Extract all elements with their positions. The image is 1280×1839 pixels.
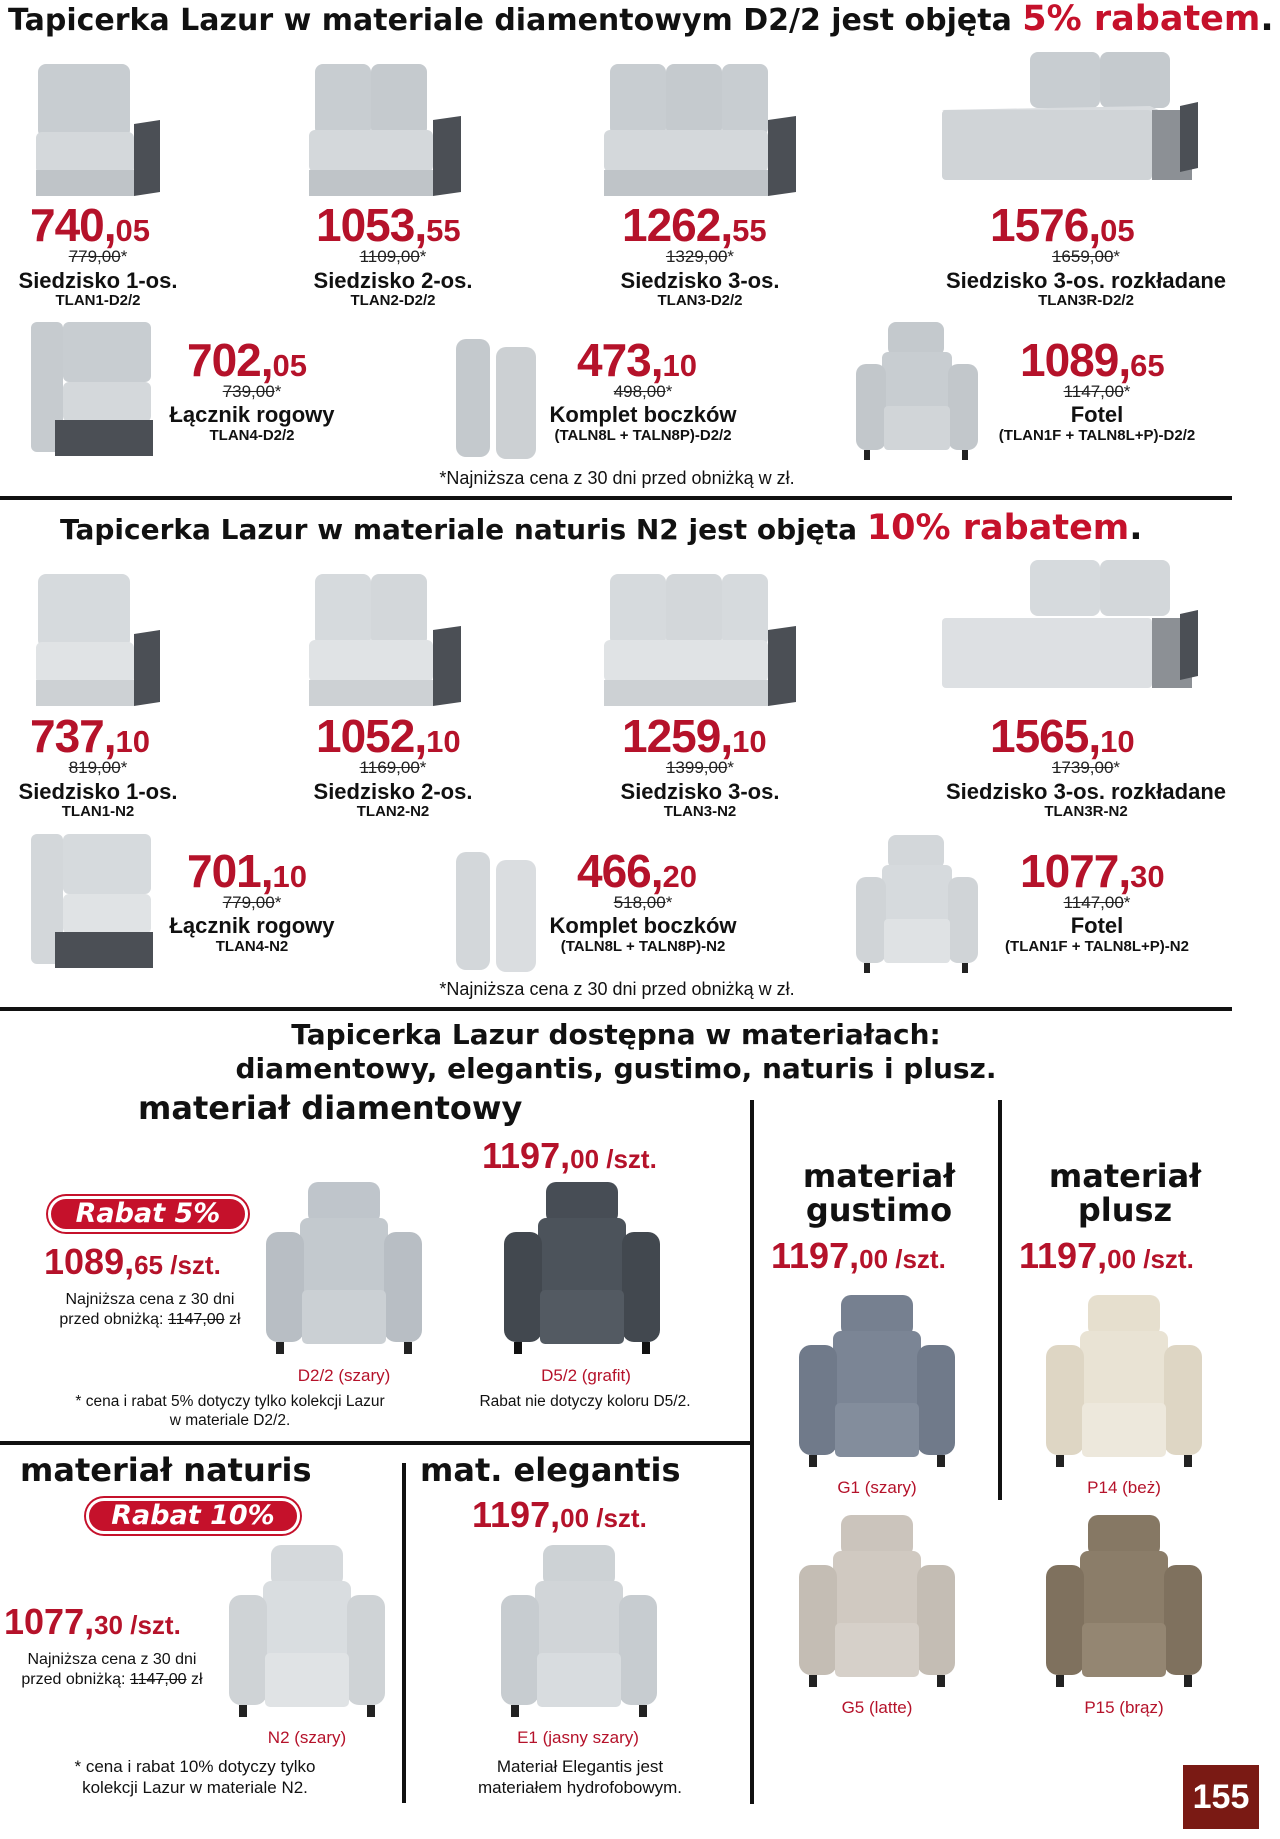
- section1-title-text: Tapicerka Lazur w materiale diamentowym D2/2 jest objęta: [8, 3, 1012, 38]
- lowest-price-diamentowy: [50, 1290, 250, 1330]
- seat-2-n2-image: [305, 572, 465, 708]
- section2-title-discount: 10% rabatem: [866, 508, 1130, 548]
- code-armchair: (TLAN1F + TALN8L+P)-D2/2: [998, 427, 1196, 444]
- price-armrests-set: 473,10: [577, 334, 698, 386]
- divider-vertical-3: [402, 1463, 406, 1803]
- old-price-seat-1: 779,00*: [68, 247, 128, 266]
- price-corner-connector-n2: 701,10: [187, 845, 308, 897]
- name-seat-3: Siedzisko 3-os.: [620, 268, 780, 293]
- divider-vertical-2: [998, 1100, 1002, 1500]
- label-gustimo: [760, 1157, 998, 1229]
- armchair-e1-light-grey-image: [497, 1545, 662, 1721]
- note-elegantis-line2: materiałem hydrofobowym.: [477, 1778, 683, 1798]
- note-elegantis-line1: Materiał Elegantis jest: [496, 1757, 664, 1776]
- price-gustimo: 1197,00 /szt.: [771, 1235, 946, 1276]
- price-seat-2: 1053,55: [316, 199, 461, 251]
- price-seat-1-n2: 737,10: [30, 710, 151, 762]
- note-elegantis: [420, 1756, 740, 1799]
- price-naturis: 1077,30 /szt.: [4, 1601, 181, 1642]
- code-seat-1-n2: TLAN1-N2: [61, 803, 135, 820]
- name-armchair: Fotel: [1070, 402, 1124, 427]
- old-price-seat-3-sofa-bed-n2: 1739,00*: [1051, 758, 1121, 777]
- label-diamentowy: materiał diamentowy: [138, 1089, 523, 1127]
- name-seat-3-sofa-bed: Siedzisko 3-os. rozkładane: [946, 268, 1226, 293]
- seat-3-sofa-bed-n2-image: [940, 558, 1200, 698]
- label-plusz-line1: materiał: [1048, 1157, 1202, 1195]
- label-elegantis: mat. elegantis: [420, 1451, 681, 1489]
- armchair-g5-latte-image: [795, 1515, 960, 1691]
- lowest-price-naturis: [12, 1650, 212, 1690]
- corner-connector-image: [25, 320, 155, 460]
- name-armchair-n2: Fotel: [1070, 913, 1124, 938]
- armrests-set-image: [452, 335, 542, 465]
- seat-1-n2-image: [28, 572, 163, 708]
- price-seat-3-sofa-bed-n2: 1565,10: [990, 710, 1135, 762]
- price-seat-3-sofa-bed: 1576,05: [990, 199, 1135, 251]
- armchair-p15-brown-image: [1042, 1515, 1207, 1691]
- price-corner-connector: 702,05: [187, 334, 308, 386]
- price-diamentowy: 1197,00 /szt.: [482, 1135, 657, 1176]
- label-naturis: materiał naturis: [20, 1451, 312, 1489]
- code-armrests-set: (TALN8L + TALN8P)-D2/2: [554, 427, 732, 444]
- old-price-armrests-set-n2: 518,00*: [613, 893, 673, 912]
- code-seat-1: TLAN1-D2/2: [55, 292, 141, 309]
- price-seat-3: 1262,55: [622, 199, 767, 251]
- section2-title: [60, 508, 1143, 550]
- seat-3-n2-image: [600, 572, 800, 708]
- caption-n2: N2 (szary): [267, 1728, 347, 1747]
- armchair-g1-grey-image: [795, 1295, 960, 1471]
- section1-title: [8, 0, 1274, 40]
- armchair-d22-grey-image: [262, 1182, 427, 1358]
- name-seat-2: Siedzisko 2-os.: [313, 268, 473, 293]
- code-seat-2-n2: TLAN2-N2: [356, 803, 430, 820]
- seat-2-image: [305, 62, 465, 198]
- name-seat-2-n2: Siedzisko 2-os.: [313, 779, 473, 804]
- note-diamentowy-line1: * cena i rabat 5% dotyczy tylko kolekcji Lazur: [75, 1393, 385, 1410]
- old-price-seat-3-n2: 1399,00*: [665, 758, 735, 777]
- lowest-price-diamentowy-line1: Najniższa cena z 30 dni: [65, 1291, 235, 1308]
- name-corner-connector: Łącznik rogowy: [169, 402, 335, 427]
- old-price-seat-1-n2: 819,00*: [68, 758, 128, 777]
- label-plusz-line2: plusz: [1077, 1190, 1173, 1229]
- old-price-armrests-set: 498,00*: [613, 382, 673, 401]
- code-corner-connector: TLAN4-D2/2: [209, 427, 295, 444]
- code-armrests-set-n2: (TALN8L + TALN8P)-N2: [560, 938, 726, 955]
- label-gustimo-line2: gustimo: [805, 1190, 953, 1229]
- old-price-seat-2: 1109,00*: [359, 247, 427, 266]
- page-number: 155: [1183, 1765, 1259, 1829]
- label-plusz: [1006, 1157, 1244, 1229]
- armrests-set-n2-image: [452, 848, 542, 978]
- price-armrests-set-n2: 466,20: [577, 845, 698, 897]
- note-diamentowy-line2: w materiale D2/2.: [169, 1412, 291, 1430]
- section3-title-line2: diamentowy, elegantis, gustimo, naturis i plusz.: [235, 1052, 997, 1085]
- seat-1-image: [28, 62, 163, 198]
- old-price-seat-3: 1329,00*: [665, 247, 735, 266]
- caption-p15: P15 (brąz): [1084, 1698, 1164, 1717]
- note-naturis-line2: kolekcji Lazur w materiale N2.: [82, 1778, 308, 1798]
- seat-3-image: [600, 62, 800, 198]
- section2-footnote: *Najniższa cena z 30 dni przed obniżką w zł.: [439, 979, 795, 999]
- code-seat-3: TLAN3-D2/2: [657, 292, 743, 309]
- code-seat-3-sofa-bed: TLAN3R-D2/2: [1038, 292, 1134, 309]
- caption-d52: D5/2 (grafit): [541, 1366, 631, 1385]
- note-naturis-line1: * cena i rabat 10% dotyczy tylko: [74, 1757, 316, 1776]
- note-diamentowy: [40, 1392, 420, 1431]
- name-seat-1: Siedzisko 1-os.: [18, 268, 178, 293]
- code-corner-connector-n2: TLAN4-N2: [215, 938, 289, 955]
- price-plusz: 1197,00 /szt.: [1019, 1235, 1194, 1276]
- lowest-price-naturis-line2: przed obniżką: 1147,00 zł: [21, 1671, 203, 1688]
- corner-connector-n2-image: [25, 832, 155, 972]
- armchair-n2-grey-image: [225, 1545, 390, 1721]
- old-price-armchair-n2: 1147,00*: [1063, 893, 1131, 912]
- caption-g5: G5 (latte): [841, 1698, 913, 1717]
- code-armchair-n2: (TLAN1F + TALN8L+P)-N2: [1005, 938, 1189, 955]
- caption-p14: P14 (beż): [1087, 1478, 1161, 1497]
- old-price-corner-connector: 739,00*: [222, 382, 282, 401]
- price-seat-1: 740,05: [30, 199, 151, 251]
- section1-divider: [0, 496, 1232, 500]
- armchair-d52-graphite-image: [500, 1182, 665, 1358]
- price-seat-3-n2: 1259,10: [622, 710, 767, 762]
- lowest-price-naturis-line1: Najniższa cena z 30 dni: [27, 1651, 197, 1668]
- armchair-n2-top-image: [852, 835, 982, 975]
- armchair-p14-beige-image: [1042, 1295, 1207, 1471]
- note-d52: Rabat nie dotyczy koloru D5/2.: [479, 1393, 691, 1410]
- name-armrests-set-n2: Komplet boczków: [549, 913, 737, 938]
- badge-rabat-5: Rabat 5%: [48, 1196, 248, 1232]
- name-corner-connector-n2: Łącznik rogowy: [169, 913, 335, 938]
- price-seat-2-n2: 1052,10: [316, 710, 461, 762]
- name-seat-3-n2: Siedzisko 3-os.: [620, 779, 780, 804]
- caption-e1: E1 (jasny szary): [517, 1728, 639, 1747]
- old-price-armchair: 1147,00*: [1063, 382, 1131, 401]
- name-seat-3-sofa-bed-n2: Siedzisko 3-os. rozkładane: [946, 779, 1226, 804]
- code-seat-3-n2: TLAN3-N2: [663, 803, 737, 820]
- section1-footnote: *Najniższa cena z 30 dni przed obniżką w zł.: [439, 468, 795, 488]
- divider-horizontal: [0, 1441, 752, 1445]
- section3-title-line1: Tapicerka Lazur dostępna w materiałach:: [291, 1018, 941, 1051]
- label-gustimo-line1: materiał: [802, 1157, 956, 1195]
- name-seat-1-n2: Siedzisko 1-os.: [18, 779, 178, 804]
- code-seat-2: TLAN2-D2/2: [350, 292, 436, 309]
- lowest-price-diamentowy-line2: przed obniżką: 1147,00 zł: [59, 1311, 241, 1328]
- badge-rabat-10: Rabat 10%: [86, 1498, 300, 1534]
- section2-divider: [0, 1007, 1232, 1011]
- price-armchair-n2: 1077,30: [1020, 845, 1165, 897]
- old-price-seat-3-sofa-bed: 1659,00*: [1051, 247, 1121, 266]
- section2-title-dot: .: [1129, 508, 1143, 548]
- seat-3-sofa-bed-image: [940, 50, 1200, 190]
- price-armchair: 1089,65: [1020, 334, 1165, 386]
- section1-title-discount: 5% rabatem: [1022, 0, 1261, 39]
- section1-title-dot: .: [1260, 0, 1274, 39]
- old-price-seat-2-n2: 1169,00*: [359, 758, 427, 777]
- armchair-d22-top-image: [852, 322, 982, 462]
- section2-title-text: Tapicerka Lazur w materiale naturis N2 jest objęta: [60, 513, 858, 546]
- name-armrests-set: Komplet boczków: [549, 402, 737, 427]
- price-elegantis: 1197,00 /szt.: [472, 1494, 647, 1535]
- discount-price-diamentowy: 1089,65 /szt.: [44, 1241, 221, 1282]
- old-price-corner-connector-n2: 779,00*: [222, 893, 282, 912]
- code-seat-3-sofa-bed-n2: TLAN3R-N2: [1044, 803, 1128, 820]
- divider-vertical-1: [750, 1100, 754, 1804]
- caption-d22: D2/2 (szary): [297, 1366, 391, 1385]
- note-naturis: [30, 1756, 360, 1799]
- caption-g1: G1 (szary): [837, 1478, 917, 1497]
